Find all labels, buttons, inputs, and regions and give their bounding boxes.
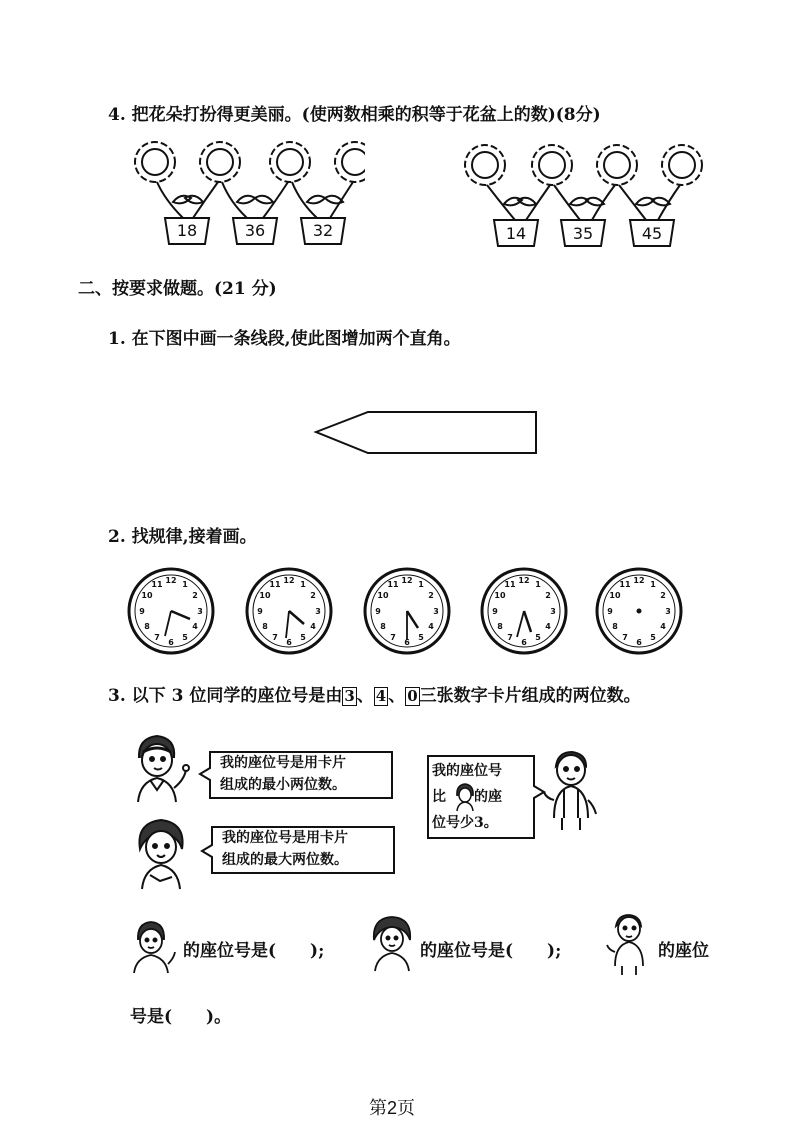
clock-number: 10 bbox=[609, 591, 621, 600]
clock-number: 2 bbox=[545, 591, 551, 600]
digit-card: 4 bbox=[375, 687, 387, 705]
clock-4 bbox=[479, 566, 569, 656]
clock-number: 11 bbox=[151, 580, 163, 589]
bubble-3-line-3: 位号少3。 bbox=[432, 815, 498, 831]
clock-number: 9 bbox=[492, 607, 498, 616]
clock-number: 3 bbox=[433, 607, 439, 616]
q2-title: 2. 找规律,接着画。 bbox=[108, 527, 257, 547]
answer-4: 号是( )。 bbox=[130, 1007, 232, 1027]
bubble-3-line-2b: 的座 bbox=[474, 789, 502, 805]
pentagon-arrow-figure bbox=[310, 408, 542, 458]
girl-2-small-icon bbox=[366, 914, 418, 972]
clock-5-blank bbox=[594, 566, 684, 656]
girl-2-illustration bbox=[128, 815, 198, 891]
clock-number: 8 bbox=[612, 622, 618, 631]
pot-label: 32 bbox=[312, 221, 334, 240]
bubble-2-line-2: 组成的最大两位数。 bbox=[222, 852, 348, 868]
clock-number: 10 bbox=[377, 591, 389, 600]
clock-number: 11 bbox=[619, 580, 631, 589]
clock-number: 11 bbox=[504, 580, 516, 589]
answer-2: 的座位号是( ); bbox=[420, 941, 562, 961]
girl-1-small-icon bbox=[126, 918, 178, 974]
clock-number: 6 bbox=[404, 638, 410, 647]
answer-1: 的座位号是( ); bbox=[183, 941, 325, 961]
clock-number: 12 bbox=[518, 576, 530, 585]
clock-number: 12 bbox=[283, 576, 295, 585]
clock-number: 5 bbox=[650, 633, 656, 642]
clock-number: 10 bbox=[259, 591, 271, 600]
pot-label: 45 bbox=[641, 224, 663, 243]
clock-number: 9 bbox=[257, 607, 263, 616]
clock-number: 4 bbox=[660, 622, 666, 631]
clock-number: 8 bbox=[262, 622, 268, 631]
clock-number: 4 bbox=[192, 622, 198, 631]
digit-card: 0 bbox=[407, 687, 418, 705]
clock-number: 4 bbox=[310, 622, 316, 631]
q1-title: 1. 在下图中画一条线段,使此图增加两个直角。 bbox=[108, 329, 461, 349]
clock-number: 3 bbox=[550, 607, 556, 616]
clock-number: 12 bbox=[401, 576, 413, 585]
clock-number: 5 bbox=[418, 633, 424, 642]
bubble-1-line-1: 我的座位号是用卡片 bbox=[220, 755, 346, 771]
clock-number: 1 bbox=[650, 580, 656, 589]
flower-icon bbox=[662, 145, 702, 185]
pot-label: 36 bbox=[244, 221, 266, 240]
clock-number: 2 bbox=[428, 591, 434, 600]
clock-number: 11 bbox=[387, 580, 399, 589]
flower-icon bbox=[135, 142, 175, 182]
clock-number: 5 bbox=[300, 633, 306, 642]
q4-title: 4. 把花朵打扮得更美丽。(使两数相乘的积等于花盆上的数)(8分) bbox=[108, 105, 601, 125]
clock-number: 3 bbox=[197, 607, 203, 616]
clock-number: 7 bbox=[622, 633, 628, 642]
clock-1 bbox=[126, 566, 216, 656]
clock-number: 12 bbox=[633, 576, 645, 585]
section-title: 二、按要求做题。(21 分) bbox=[78, 279, 277, 299]
clock-number: 2 bbox=[192, 591, 198, 600]
flower-icon bbox=[465, 145, 505, 185]
pot-label: 35 bbox=[572, 224, 594, 243]
flower-icon bbox=[532, 145, 572, 185]
clock-number: 10 bbox=[141, 591, 153, 600]
clock-number: 10 bbox=[494, 591, 506, 600]
q3-title: 3. 以下 3 位同学的座位号是由 3 、 4 、 0 三张数字卡片组成的两位数。 bbox=[108, 686, 641, 706]
clock-number: 12 bbox=[165, 576, 177, 585]
clock-number: 2 bbox=[310, 591, 316, 600]
answer-3: 的座位 bbox=[658, 941, 709, 961]
clock-number: 8 bbox=[380, 622, 386, 631]
clock-number: 6 bbox=[286, 638, 292, 647]
boy-small-icon bbox=[604, 912, 654, 976]
clock-number: 1 bbox=[535, 580, 541, 589]
page-number: 第2页 bbox=[369, 1098, 416, 1118]
clock-number: 9 bbox=[607, 607, 613, 616]
bubble-3-line-1: 我的座位号 bbox=[432, 763, 502, 779]
pot-label: 14 bbox=[505, 224, 527, 243]
clock-number: 2 bbox=[660, 591, 666, 600]
clock-number: 6 bbox=[521, 638, 527, 647]
clock-number: 1 bbox=[418, 580, 424, 589]
clock-number: 9 bbox=[139, 607, 145, 616]
flower-icon bbox=[270, 142, 310, 182]
clock-number: 5 bbox=[182, 633, 188, 642]
clock-3 bbox=[362, 566, 452, 656]
bubble-1-line-2: 组成的最小两位数。 bbox=[220, 777, 346, 793]
clock-number: 9 bbox=[375, 607, 381, 616]
clock-number: 6 bbox=[636, 638, 642, 647]
clock-number: 11 bbox=[269, 580, 281, 589]
clock-number: 7 bbox=[154, 633, 160, 642]
boy-illustration bbox=[540, 748, 602, 832]
flower-icon bbox=[597, 145, 637, 185]
clock-number: 4 bbox=[428, 622, 434, 631]
pot-label: 18 bbox=[176, 221, 198, 240]
clock-number: 8 bbox=[497, 622, 503, 631]
q3-title-prefix: 3. 以下 3 位同学的座位号是由 bbox=[108, 686, 343, 706]
flower-icon bbox=[200, 142, 240, 182]
clock-number: 1 bbox=[182, 580, 188, 589]
clock-number: 6 bbox=[168, 638, 174, 647]
digit-card: 3 bbox=[344, 687, 355, 705]
mini-girl-icon bbox=[452, 782, 478, 812]
bubble-3-line-2a: 比 bbox=[432, 789, 446, 805]
clock-number: 7 bbox=[272, 633, 278, 642]
clock-number: 1 bbox=[300, 580, 306, 589]
clock-number: 7 bbox=[390, 633, 396, 642]
clock-number: 8 bbox=[144, 622, 150, 631]
q3-title-suffix: 三张数字卡片组成的两位数。 bbox=[419, 686, 641, 706]
clock-number: 5 bbox=[535, 633, 541, 642]
flower-icon bbox=[335, 142, 365, 182]
clock-number: 3 bbox=[665, 607, 671, 616]
clock-2 bbox=[244, 566, 334, 656]
bubble-2-line-1: 我的座位号是用卡片 bbox=[222, 830, 348, 846]
clock-number: 3 bbox=[315, 607, 321, 616]
clock-number: 7 bbox=[507, 633, 513, 642]
clock-number: 4 bbox=[545, 622, 551, 631]
girl-1-illustration bbox=[124, 730, 194, 804]
